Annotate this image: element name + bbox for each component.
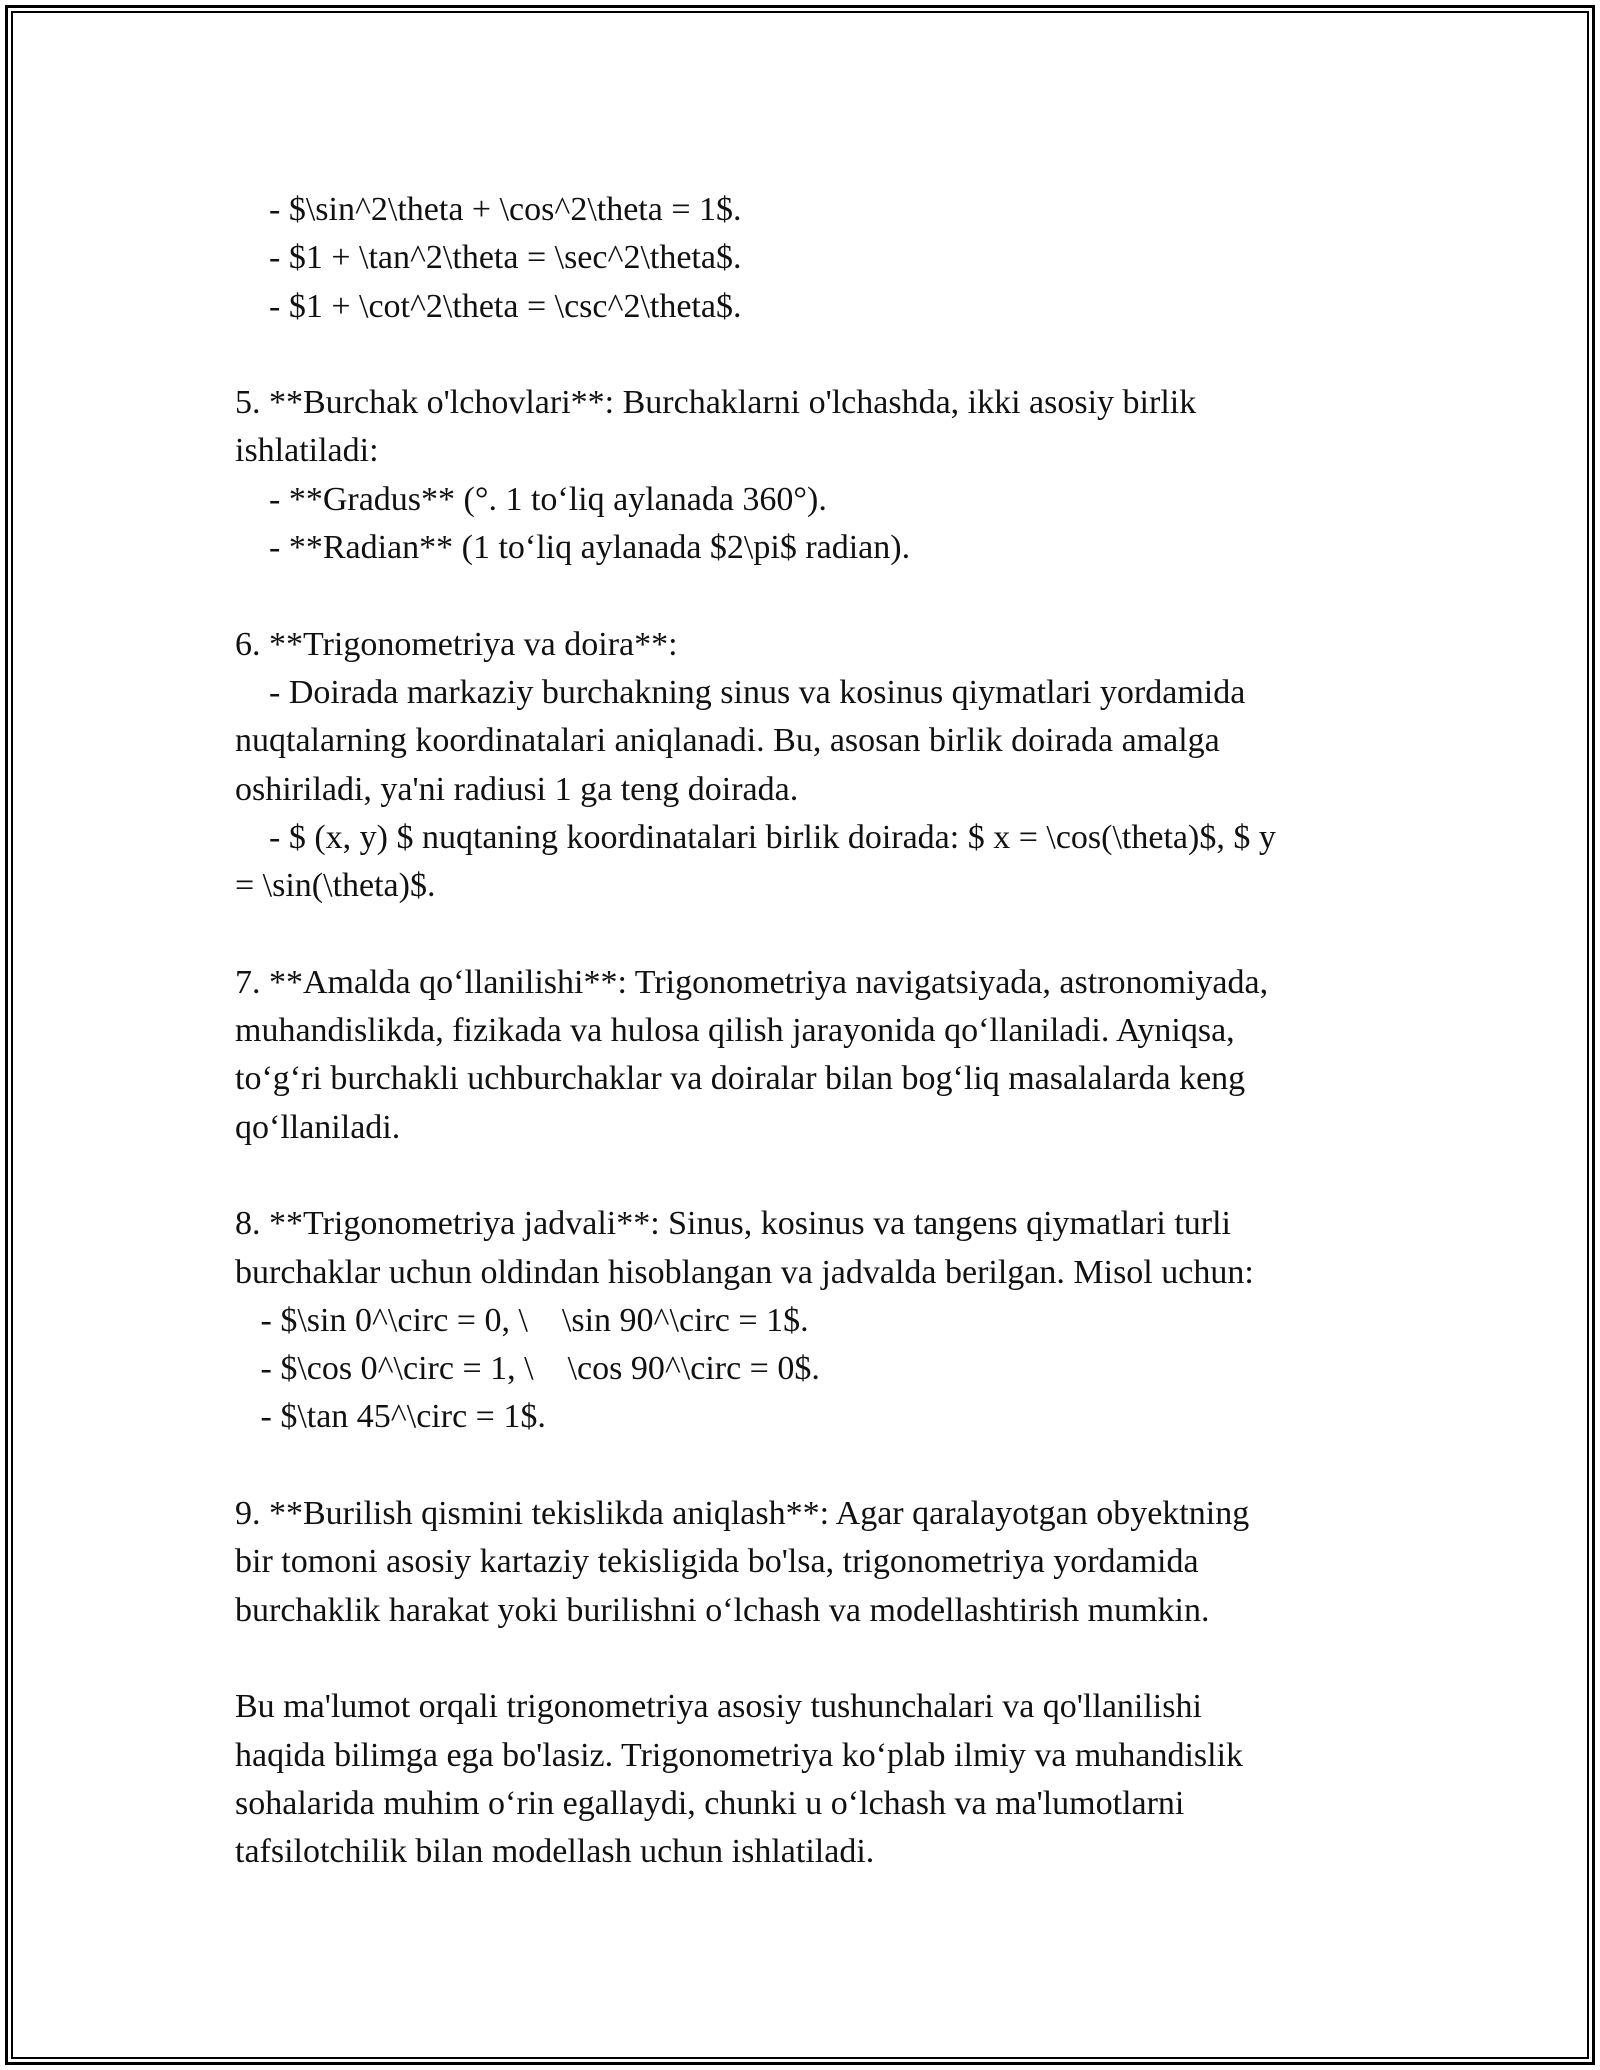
text-line: haqida bilimga ega bo'lasiz. Trigonometriya ko‘plab ilmiy va muhandislik bbox=[235, 1736, 1244, 1774]
text-line: 7. **Amalda qo‘llanilishi**: Trigonometriya navigatsiyada, astronomiyada, bbox=[235, 963, 1269, 1001]
text-line: - $\sin^2\theta + \cos^2\theta = 1$. bbox=[235, 191, 742, 228]
text-line: muhandislikda, fizikada va hulosa qilish jarayonida qo‘llaniladi. Ayniqsa, bbox=[235, 1012, 1235, 1050]
blank-line bbox=[235, 572, 1365, 620]
text-line: ishlatiladi: bbox=[235, 432, 379, 470]
text-line: qo‘llaniladi. bbox=[235, 1108, 401, 1146]
text-line: - $\sin 0^\circ = 0, \ \sin 90^\circ = 1$. bbox=[235, 1301, 809, 1339]
text-line: sohalarida muhim o‘rin egallaydi, chunki u o‘lchash va ma'lumotlarni bbox=[235, 1784, 1185, 1822]
text-line: - $\tan 45^\circ = 1$. bbox=[235, 1398, 546, 1436]
text-line: - $ (x, y) $ nuqtaning koordinatalari birlik doirada: $ x = \cos(\theta)$, $ y bbox=[235, 818, 1276, 856]
text-line: tafsilotchilik bilan modellash uchun ishlatiladi. bbox=[235, 1833, 875, 1871]
text-line: 9. **Burilish qismini tekislikda aniqlash**: Agar qaralayotgan obyektning bbox=[235, 1495, 1250, 1533]
text-line: burchaklar uchun oldindan hisoblangan va jadvalda berilgan. Misol uchun: bbox=[235, 1253, 1254, 1291]
text-line: Bu ma'lumot orqali trigonometriya asosiy tushunchalari va qo'llanilishi bbox=[235, 1688, 1202, 1726]
text-line: 8. **Trigonometriya jadvali**: Sinus, kosinus va tangens qiymatlari turli bbox=[235, 1205, 1231, 1243]
text-line: oshiriladi, ya'ni radiusi 1 ga teng doirada. bbox=[235, 770, 799, 808]
text-line: 5. **Burchak o'lchovlari**: Burchaklarni o'lchashda, ikki asosiy birlik bbox=[235, 384, 1197, 422]
text-line: - **Radian** (1 to‘liq aylanada $2\pi$ radian). bbox=[235, 529, 911, 567]
blank-line bbox=[235, 1635, 1365, 1683]
text-line: = \sin(\theta)$. bbox=[235, 867, 436, 905]
text-line: nuqtalarning koordinatalari aniqlanadi. Bu, asosan birlik doirada amalga bbox=[235, 722, 1220, 760]
text-line: - $1 + \tan^2\theta = \sec^2\theta$. bbox=[235, 239, 742, 277]
text-line: - $\cos 0^\circ = 1, \ \cos 90^\circ = 0$. bbox=[235, 1350, 820, 1388]
blank-line bbox=[235, 1442, 1365, 1490]
text-line: to‘g‘ri burchakli uchburchaklar va doiralar bilan bog‘liq masalalarda keng bbox=[235, 1060, 1246, 1098]
text-line: - **Gradus** (°. 1 to‘liq aylanada 360°). bbox=[235, 480, 827, 518]
text-line: - Doirada markaziy burchakning sinus va kosinus qiymatlari yordamida bbox=[235, 673, 1246, 711]
blank-line bbox=[235, 1152, 1365, 1200]
text-line: bir tomoni asosiy kartaziy tekisligida bo'lsa, trigonometriya yordamida bbox=[235, 1543, 1199, 1581]
blank-line bbox=[235, 910, 1365, 958]
text-line: burchaklik harakat yoki burilishni o‘lchash va modellashtirish mumkin. bbox=[235, 1591, 1210, 1629]
text-line: 6. **Trigonometriya va doira**: bbox=[235, 625, 678, 663]
text-line: - $1 + \cot^2\theta = \csc^2\theta$. bbox=[235, 287, 742, 325]
document-body bbox=[235, 186, 1365, 1876]
blank-line bbox=[235, 331, 1365, 379]
